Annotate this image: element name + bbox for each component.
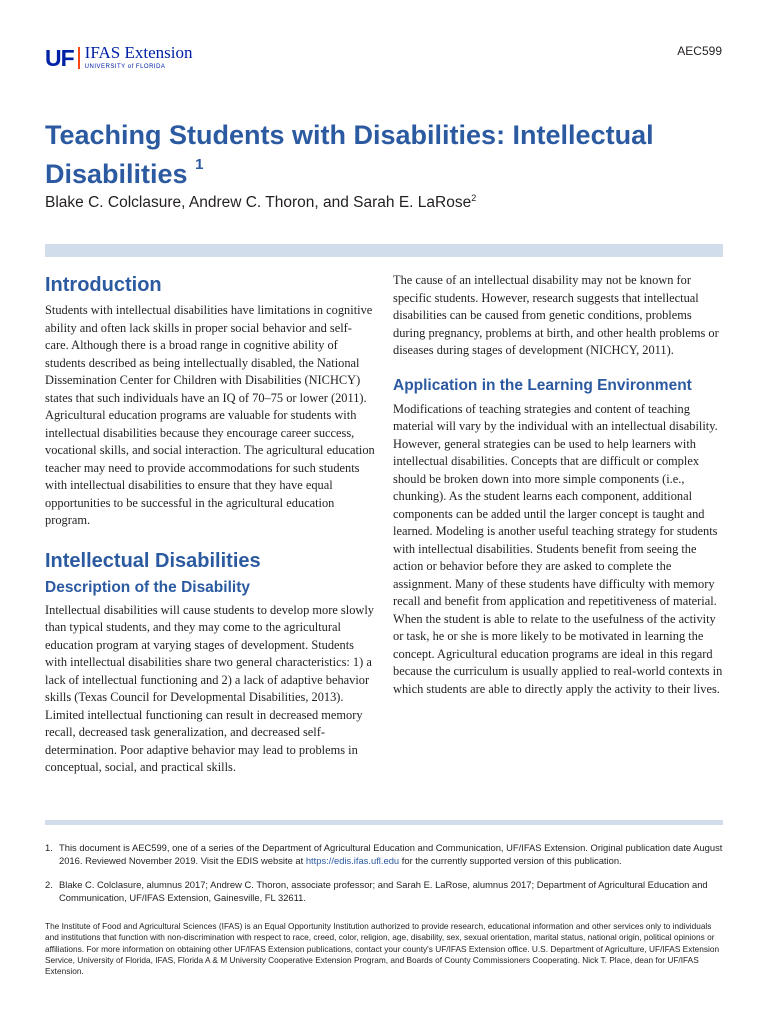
right-column [393,272,723,698]
description-paragraph: Intellectual disabilities will cause students to develop more slowly than typical students, and they may come to the agricultural education program at varying stages of development. Students with intellectual disabilities share two general characteristics: 1) a lack of intellectual functioning and 2) a lack of adaptive behavior skills (Texas Council for Developmental Disabilities, 2013). Limited intellectual functioning can result in decreased memory recall, decreased task generalization, and decreased self-determination. Poor adaptive behavior may lead to problems in conceptual, social, and practical skills. [45,602,374,774]
application-heading: Application in the Learning Environment [393,376,692,394]
introduction-heading: Introduction [45,274,162,296]
title-text: Teaching Students with Disabilities: Intellectual Disabilities [45,120,654,189]
footnote-2 [45,878,723,904]
footnote-text [59,841,723,867]
uf-ifas-logo [45,44,193,72]
footnote-number: 1. [45,842,53,853]
authors-line [45,193,476,212]
left-column [45,272,375,777]
title-footnote-marker[interactable]: 1 [195,156,204,173]
document-id: AEC599 [677,44,722,58]
equal-opportunity-statement: The Institute of Food and Agricultural Sciences (IFAS) is an Equal Opportunity Institution authorized to provide research, educational information and other services only to individuals and institutions that function with non-discrimination with respect to race, creed, color, religion, age, disability, sex, sexual orientation, marital status, national origin, political opinions or affiliations. For more information on obtaining other UF/IFAS Extension publications, contact your county's UF/IFAS Extension office. U.S. Department of Agriculture, UF/IFAS Extension Service, University of Florida, IFAS, Florida A & M University Cooperative Extension Program, and Boards of County Commissioners Cooperating. Nick T. Place, dean for UF/IFAS Extension. [45,921,720,977]
logo-title: IFAS Extension [84,43,193,62]
document-title [45,119,685,191]
title-divider [45,244,723,257]
footnote-divider [45,820,723,825]
authors-footnote-marker[interactable]: 2 [471,193,477,203]
authors-text: Blake C. Colclasure, Andrew C. Thoron, and Sarah E. LaRose [45,194,472,212]
logo-divider [78,47,80,69]
intellectual-disabilities-heading: Intellectual Disabilities [45,549,261,572]
introduction-paragraph: Students with intellectual disabilities have limitations in cognitive ability and often lack skills in proper social behavior and self-care. Although there is a broad range in cognitive ability of students described as being intellectually disabled, the National Dissemination Center for Children with Disabilities (NICHCY) states that such individuals have an IQ of 70–75 or lower (2011). Agricultural education programs are valuable for students with intellectual disabilities because they encourage career success, vocational skills, and social interaction. The agricultural education teacher may need to provide accommodations for such students with intellectual disabilities to ensure that they have equal opportunities to be successful in the agricultural education program. [45,303,375,527]
footnote-text: Blake C. Colclasure, alumnus 2017; Andrew C. Thoron, associate professor; and Sarah E. LaRose, alumnus 2017; Department of Agricultural Education and Communication, UF/IFAS Extension, Gainesville, FL 32611. [59,879,708,903]
description-heading: Description of the Disability [45,578,250,596]
footnote-text-after: for the currently supported version of this publication. [399,855,622,866]
footnote-text-before: This document is AEC599, one of a series of the Department of Agricultural Education and Communication, UF/IFAS Extension. Original publication date August 2016. Reviewed November 2019. Visit the EDIS website at [59,842,723,866]
logo-subtitle: UNIVERSITY of FLORIDA [84,64,166,70]
uf-letters: UF [45,45,74,71]
application-paragraph: Modifications of teaching strategies and content of teaching material will vary by the individual with an intellectual disability. However, general strategies can be used to help learners with intellectual disabilities. Concepts that are difficult or complex should be broken down into more simple components (i.e., chunking). As the student learns each component, additional components can be added until the larger concept is taught and learned. Modeling is another useful teaching strategy for students with intellectual disabilities. Students benefit from seeing the action or behavior before they are asked to complete the assignment. Many of these students have difficulty with memory recall and benefit from application and repetitiveness of material. When the student is able to relate to the usefulness of the activity or task, he or she is more likely to be motivated in learning the concept. Agricultural education programs are ideal in this regard because the curriculum is usually applied to real-world contexts in which students are able to directly apply the activity to their lives. [393,401,723,696]
edis-link[interactable]: https://edis.ifas.ufl.edu [305,855,400,866]
footnote-number: 2. [45,879,53,890]
cause-paragraph: The cause of an intellectual disability may not be known for specific students. However, research suggests that intellectual disabilities can be caused from genetic conditions, problems during pregnancy, problems at birth, and other health problems or diseases during stages of development (NICHCY, 2011). [393,273,719,357]
uf-logo-mark [45,44,85,72]
footnote-1 [45,841,723,867]
